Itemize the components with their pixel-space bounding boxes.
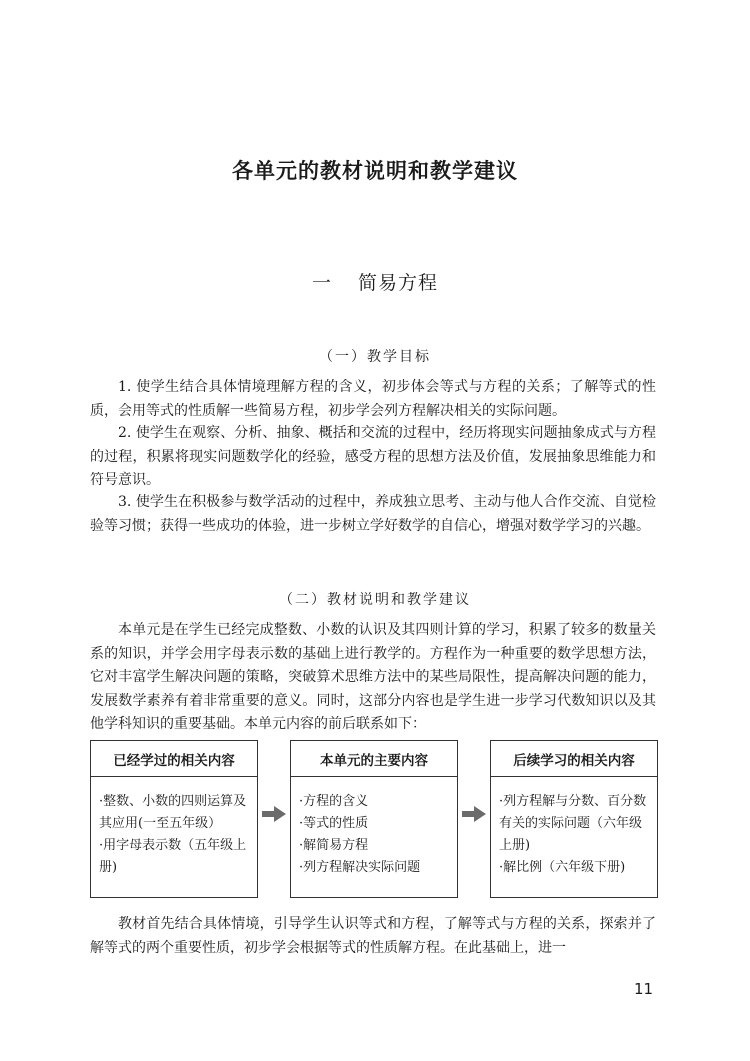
- goal-paragraph-1: 1. 使学生结合具体情境理解方程的含义，初步体会等式与方程的关系；了解等式的性质，会用等式的性质解一些简易方程，初步学会列方程解决相关的实际问题。: [90, 379, 656, 419]
- future-learning-box: [490, 740, 658, 898]
- unit-content-box: [290, 740, 458, 898]
- list-item: ·列方程解与分数、百分数有关的实际问题（六年级上册): [499, 794, 647, 853]
- list-item: ·方程的含义: [299, 794, 369, 809]
- list-item: ·整数、小数的四则运算及其应用(一至五年级）: [99, 794, 247, 831]
- unit-content-heading: 本单元的主要内容: [291, 741, 457, 777]
- right-arrow-icon: [462, 806, 486, 822]
- list-item: ·用字母表示数（五年级上册): [99, 838, 247, 875]
- content-relation-diagram: [90, 740, 658, 900]
- list-item: ·解比例（六年级下册): [499, 860, 626, 875]
- section-title-goals: （一）教学目标: [319, 349, 431, 365]
- list-item: ·等式的性质: [299, 816, 369, 831]
- body-paragraph: 教材首先结合具体情境，引导学生认识等式和方程，了解等式与方程的关系，探索并了解等式的两个重要性质，初步学会根据等式的性质解方程。在此基础上，进一: [90, 916, 656, 956]
- future-learning-list: [491, 777, 657, 879]
- goal-paragraph-2: 2. 使学生在观察、分析、抽象、概括和交流的过程中，经历将现实问题抽象成式与方程的过程，积累将现实问题数学化的经验，感受方程的思想方法及价值，发展抽象思维能力和符号意识。: [90, 425, 656, 488]
- list-item: ·列方程解决实际问题: [299, 860, 421, 875]
- prior-knowledge-heading: 已经学过的相关内容: [91, 741, 257, 777]
- chapter-title: [0, 268, 750, 295]
- chapter-number: 一: [311, 272, 332, 294]
- page-title: 各单元的教材说明和教学建议: [232, 159, 518, 183]
- right-arrow-icon: [262, 806, 286, 822]
- chapter-name: 简易方程: [358, 272, 439, 294]
- goal-paragraph-3: 3. 使学生在积极参与数学活动的过程中，养成独立思考、主动与他人合作交流、自觉检验等习惯；获得一些成功的体验，进一步树立学好数学的自信心，增强对数学学习的兴趣。: [90, 494, 656, 534]
- page-number: 11: [634, 980, 654, 998]
- prior-knowledge-list: [91, 777, 257, 879]
- prior-knowledge-box: [90, 740, 258, 898]
- future-learning-heading: 后续学习的相关内容: [491, 741, 657, 777]
- list-item: ·解简易方程: [299, 838, 369, 853]
- section-title-guidance: （二）教材说明和教学建议: [279, 592, 471, 608]
- intro-paragraph: 本单元是在学生已经完成整数、小数的认识及其四则计算的学习，积累了较多的数量关系的知识，并学会用字母表示数的基础上进行教学的。方程作为一种重要的数学思想方法，它对丰富学生解决问题的策略，突破算术思维方法中的某些局限性，提高解决问题的能力，发展数学素养有着非常重要的意义。同时，这部分内容也是学生进一步学习代数知识以及其他学科知识的重要基础。本单元内容的前后联系如下：: [90, 622, 656, 732]
- unit-content-list: [291, 777, 457, 879]
